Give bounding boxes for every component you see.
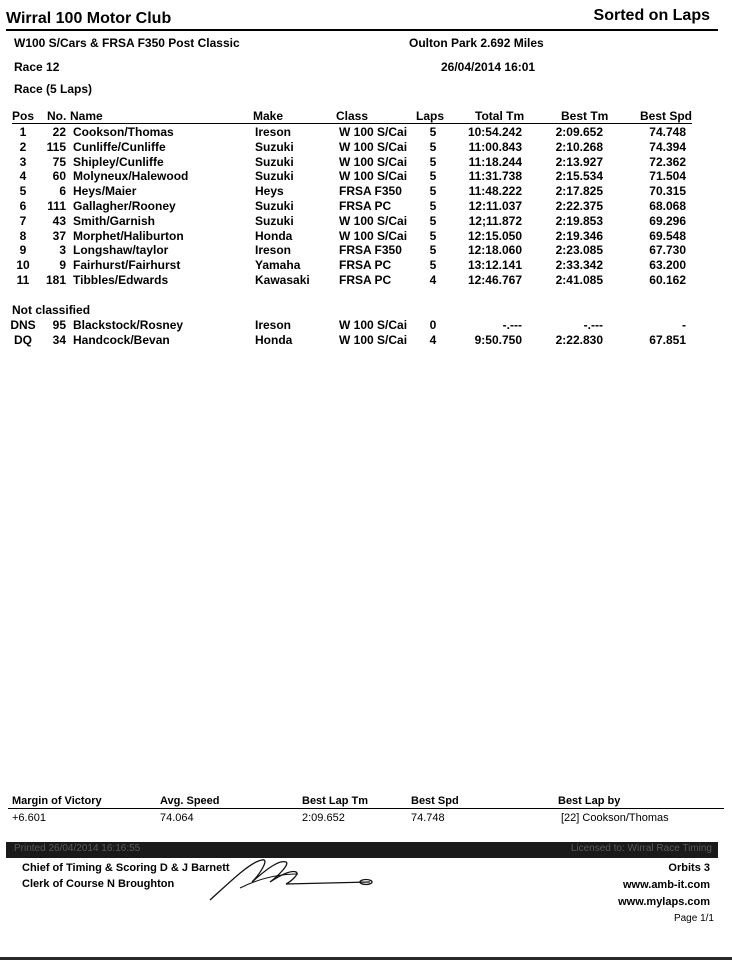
cell-class: FRSA PC xyxy=(339,273,392,287)
cell-total: -.--- xyxy=(502,318,522,332)
cell-name: Blackstock/Rosney xyxy=(73,318,184,332)
cell-total: 11:00.843 xyxy=(468,139,522,154)
cell-spd: 71.504 xyxy=(649,169,686,184)
cell-laps: 5 xyxy=(429,125,437,139)
cell-make: Yamaha xyxy=(255,258,301,273)
cell-pos: 10 xyxy=(16,258,30,273)
result-row xyxy=(0,155,732,170)
summary-rule xyxy=(8,808,724,809)
cell-best: 2:19.346 xyxy=(555,228,603,243)
cell-total: 12:15.050 xyxy=(467,228,522,243)
cell-no: 37 xyxy=(52,228,66,243)
cell-name: Tibbles/Edwards xyxy=(73,273,169,287)
cell-laps: 5 xyxy=(429,199,437,213)
clerk-of-course: Clerk of Course N Broughton xyxy=(22,878,175,890)
cell-laps: 5 xyxy=(429,184,437,199)
cell-total: 10:54.242 xyxy=(467,125,522,139)
cell-no: 111 xyxy=(47,199,66,213)
result-row xyxy=(0,273,732,288)
summary-avg: 74.064 xyxy=(160,812,194,824)
print-timestamp: Printed 26/04/2014 16:16:55 xyxy=(14,843,141,854)
cell-best: 2:22.375 xyxy=(555,199,603,213)
cell-pos: 1 xyxy=(19,125,27,139)
website-amb: www.amb-it.com xyxy=(623,879,710,891)
club-title: Wirral 100 Motor Club xyxy=(6,10,172,27)
cell-pos: 4 xyxy=(19,169,27,184)
cell-make: Suzuki xyxy=(255,154,294,169)
cell-spd: 69.548 xyxy=(649,228,686,243)
cell-laps: 5 xyxy=(429,213,437,228)
summary-margin: +6.601 xyxy=(12,812,46,824)
cell-no: 115 xyxy=(46,139,66,154)
cell-make: Ireson xyxy=(255,125,292,139)
cell-best: 2:17.825 xyxy=(555,184,603,199)
cell-make: Ireson xyxy=(255,243,292,258)
cell-name: Morphet/Haliburton xyxy=(73,228,184,243)
race-datetime: 26/04/2014 16:01 xyxy=(441,60,536,74)
cell-class: W 100 S/Cai xyxy=(339,154,408,169)
col-make: Make xyxy=(253,109,284,123)
cell-name: Fairhurst/Fairhurst xyxy=(73,258,181,273)
cell-pos: 8 xyxy=(19,228,27,243)
cell-pos: DQ xyxy=(14,333,32,347)
cell-make: Suzuki xyxy=(255,199,294,213)
chief-of-timing: Chief of Timing & Scoring D & J Barnett xyxy=(22,862,230,874)
cell-class: W 100 S/Cai xyxy=(339,333,408,347)
cell-name: Smith/Garnish xyxy=(73,213,156,228)
cell-total: 12:11.037 xyxy=(468,199,522,213)
cell-pos: 3 xyxy=(19,154,27,169)
cell-class: FRSA F350 xyxy=(339,243,402,258)
cell-total: 9:50.750 xyxy=(474,333,522,347)
result-row xyxy=(0,125,732,140)
cell-no: 6 xyxy=(59,184,66,199)
cell-pos: 6 xyxy=(19,199,27,213)
cell-make: Honda xyxy=(255,228,293,243)
cell-best: 2:33.342 xyxy=(555,258,603,273)
summary-bestspd: 74.748 xyxy=(411,812,445,824)
not-classified-label: Not classified xyxy=(12,303,91,317)
cell-make: Honda xyxy=(255,333,293,347)
cell-make: Ireson xyxy=(255,318,292,332)
header-rule xyxy=(6,29,718,31)
cell-pos: 9 xyxy=(19,243,27,258)
summary-avg-label: Avg. Speed xyxy=(160,795,220,807)
cell-total: 12;11.872 xyxy=(468,213,522,228)
session-label: Race (5 Laps) xyxy=(14,82,93,96)
license-note: Licensed to: Wirral Race Timing xyxy=(570,843,712,854)
results-column-headers xyxy=(0,109,732,123)
cell-pos: 7 xyxy=(19,213,27,228)
cell-best: 2:10.268 xyxy=(555,139,603,154)
event-name: W100 S/Cars & FRSA F350 Post Classic xyxy=(14,36,240,50)
summary-bestby-label: Best Lap by xyxy=(558,795,621,807)
cell-total: 11:31.738 xyxy=(468,169,522,184)
cell-name: Heys/Maier xyxy=(73,184,137,199)
cell-class: W 100 S/Cai xyxy=(339,228,408,243)
cell-spd: 74.394 xyxy=(649,139,686,154)
col-best: Best Tm xyxy=(561,109,609,123)
cell-no: 75 xyxy=(52,154,66,169)
result-row xyxy=(0,199,732,214)
cell-spd: 67.730 xyxy=(649,243,686,258)
cell-laps: 5 xyxy=(429,169,437,184)
cell-make: Kawasaki xyxy=(255,273,310,287)
result-row xyxy=(0,169,732,184)
cell-best: 2:22.830 xyxy=(555,333,603,347)
result-row xyxy=(0,258,732,273)
cell-total: 12:18.060 xyxy=(467,243,522,258)
cell-make: Suzuki xyxy=(255,169,294,184)
signature-icon xyxy=(200,852,390,904)
result-row xyxy=(0,229,732,244)
cell-spd: 60.162 xyxy=(649,273,686,287)
summary-margin-label: Margin of Victory xyxy=(12,795,102,807)
cell-no: 60 xyxy=(52,169,66,184)
cell-total: 13:12.141 xyxy=(467,258,522,273)
summary-bestlap: 2:09.652 xyxy=(302,812,345,824)
col-no: No. xyxy=(47,109,67,123)
cell-spd: 69.296 xyxy=(649,213,686,228)
cell-total: 11:18.244 xyxy=(468,154,522,169)
cell-spd: 74.748 xyxy=(649,125,686,139)
cell-name: Cunliffe/Cunliffe xyxy=(73,139,166,154)
col-spd: Best Spd xyxy=(640,109,693,123)
cell-pos: DNS xyxy=(10,318,36,332)
cell-spd: 70.315 xyxy=(649,184,686,199)
cell-no: 9 xyxy=(59,258,66,273)
cell-name: Molyneux/Halewood xyxy=(73,169,189,184)
website-mylaps: www.mylaps.com xyxy=(618,896,710,908)
cell-laps: 5 xyxy=(429,139,437,154)
col-class: Class xyxy=(336,109,369,123)
cell-best: 2:19.853 xyxy=(555,213,603,228)
cell-no: 43 xyxy=(52,213,66,228)
cell-laps: 5 xyxy=(429,228,437,243)
cell-class: W 100 S/Cai xyxy=(339,139,408,154)
summary-bestby: [22] Cookson/Thomas xyxy=(561,812,669,824)
page-number: Page 1/1 xyxy=(673,913,714,924)
cell-best: 2:13.927 xyxy=(555,154,603,169)
cell-no: 22 xyxy=(52,125,66,139)
summary-values xyxy=(0,812,732,826)
result-row xyxy=(0,243,732,258)
col-laps: Laps xyxy=(416,109,445,123)
cell-spd: - xyxy=(682,318,686,332)
cell-name: Cookson/Thomas xyxy=(73,125,174,139)
cell-laps: 0 xyxy=(429,318,437,332)
result-row xyxy=(0,214,732,229)
cell-no: 3 xyxy=(59,243,66,258)
cell-no: 34 xyxy=(52,333,66,347)
cell-best: 2:23.085 xyxy=(555,243,603,258)
cell-total: 11:48.222 xyxy=(468,184,522,199)
orbits-version: Orbits 3 xyxy=(668,862,710,874)
cell-best: 2:09.652 xyxy=(555,125,603,139)
cell-class: W 100 S/Cai xyxy=(339,125,408,139)
cell-class: FRSA PC xyxy=(339,258,392,273)
col-pos: Pos xyxy=(12,109,35,123)
col-name: Name xyxy=(70,109,103,123)
cell-class: W 100 S/Cai xyxy=(339,213,408,228)
cell-best: -.--- xyxy=(583,318,603,332)
cell-spd: 67.851 xyxy=(649,333,686,347)
cell-class: FRSA PC xyxy=(339,199,392,213)
cell-spd: 68.068 xyxy=(649,199,686,213)
cell-make: Suzuki xyxy=(255,213,294,228)
cell-spd: 63.200 xyxy=(649,258,686,273)
cell-total: 12:46.767 xyxy=(467,273,522,287)
cell-name: Gallagher/Rooney xyxy=(73,199,176,213)
cell-class: W 100 S/Cai xyxy=(339,169,408,184)
not-classified-row xyxy=(0,333,732,348)
cell-no: 181 xyxy=(45,273,66,287)
cell-class: FRSA F350 xyxy=(339,184,402,199)
not-classified-row xyxy=(0,318,732,333)
cell-no: 95 xyxy=(52,318,66,332)
cell-laps: 5 xyxy=(429,243,437,258)
cell-pos: 5 xyxy=(19,184,27,199)
result-row xyxy=(0,140,732,155)
cell-name: Handcock/Bevan xyxy=(73,333,170,347)
cell-pos: 11 xyxy=(16,273,30,287)
cell-laps: 4 xyxy=(429,273,437,287)
column-header-rule xyxy=(12,123,692,124)
cell-spd: 72.362 xyxy=(649,154,686,169)
cell-best: 2:41.085 xyxy=(555,273,603,287)
sort-note: Sorted on Laps xyxy=(593,7,710,24)
race-number: Race 12 xyxy=(14,60,60,74)
cell-class: W 100 S/Cai xyxy=(339,318,408,332)
track-name: Oulton Park 2.692 Miles xyxy=(409,36,544,50)
summary-bestlap-label: Best Lap Tm xyxy=(302,795,369,807)
cell-name: Shipley/Cunliffe xyxy=(73,154,164,169)
cell-make: Heys xyxy=(255,184,284,199)
cell-best: 2:15.534 xyxy=(555,169,603,184)
cell-laps: 5 xyxy=(429,154,437,169)
cell-name: Longshaw/taylor xyxy=(73,243,169,258)
summary-headers xyxy=(0,795,732,809)
cell-pos: 2 xyxy=(19,139,27,154)
summary-bestspd-label: Best Spd xyxy=(411,795,459,807)
cell-laps: 5 xyxy=(429,258,437,273)
cell-laps: 4 xyxy=(429,333,437,347)
result-row xyxy=(0,184,732,199)
cell-make: Suzuki xyxy=(255,139,294,154)
col-total: Total Tm xyxy=(475,109,525,123)
